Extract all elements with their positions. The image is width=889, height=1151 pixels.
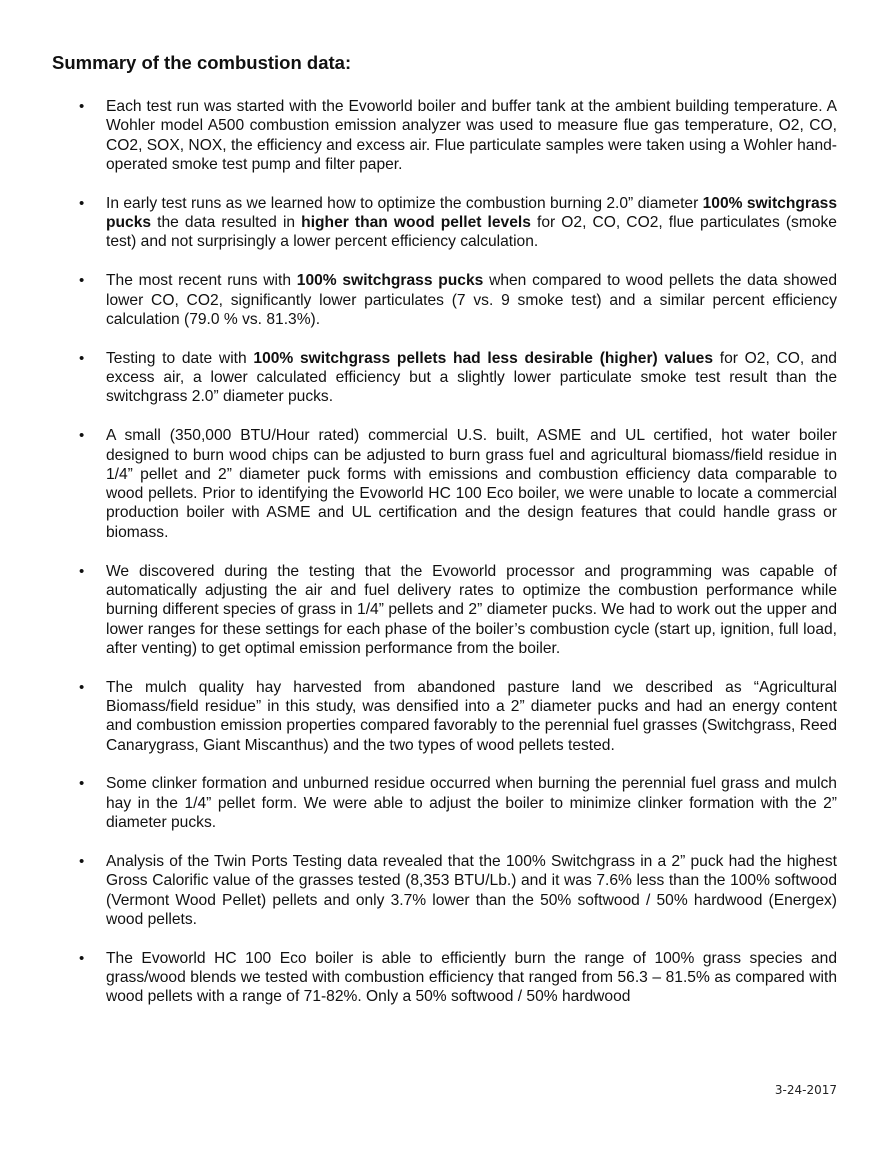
footer-date: 3-24-2017: [774, 1083, 837, 1097]
bullet-dot-icon: •: [79, 427, 85, 445]
bullet-list: [0, 97, 889, 1026]
bullet-dot-icon: •: [79, 272, 85, 290]
bullet-item: [0, 774, 837, 832]
text-run: The most recent runs with: [106, 272, 297, 290]
bullet-text: [106, 195, 837, 251]
bullet-text: [106, 563, 837, 657]
bullet-text: [106, 350, 837, 406]
bullet-item: [0, 194, 837, 252]
bullet-text: [106, 427, 837, 540]
bullet-text: [106, 679, 837, 754]
text-run: the data resulted in: [151, 214, 302, 232]
bullet-dot-icon: •: [79, 349, 85, 367]
bullet-dot-icon: •: [79, 949, 85, 967]
text-run: A small (350,000 BTU/Hour rated) commercial U.S. built, ASME and UL certified, hot water boiler designed to burn wood chips can be adjusted to burn grass fuel and agricultural biomass/field residue in 1/4” pellet and 2” diameter puck forms with emissions and combustion efficiency data comparable to wood pellets. Prior to identifying the Evoworld HC 100 Eco boiler, we were unable to locate a commercial production boiler with ASME and UL certification and the design features that could handle grass or biomass.: [106, 427, 837, 541]
text-run: for O2, CO, CO2, flue particulates (smoke test) and not surprisingly a lower percent efficiency calculation.: [106, 214, 837, 251]
bullet-item: [0, 852, 837, 929]
text-run: Some clinker formation and unburned residue occurred when burning the perennial fuel grass and mulch hay in the 1/4” pellet form. We were able to adjust the boiler to minimize clinker formation with the 2” diameter pucks.: [106, 775, 837, 832]
section-heading: Summary of the combustion data:: [52, 52, 352, 73]
bullet-text: [106, 950, 837, 1006]
bold-text-run: 100% switchgrass pucks: [296, 272, 484, 290]
text-run: for O2, CO, and excess air, a lower calculated efficiency but a slightly lower particulate smoke test result than the switchgrass 2.0” diameter pucks.: [106, 349, 837, 406]
text-run: Each test run was started with the Evoworld boiler and buffer tank at the ambient building temperature. A Wohler model A500 combustion emission analyzer was used to measure flue gas temperature, O2, CO, CO2, SOX, NOX, the efficiency and excess air. Flue particulate samples were taken using a Wohler hand-operated smoke test pump and filter paper.: [106, 98, 837, 173]
text-run: The mulch quality hay harvested from abandoned pasture land we described as “Agricultural Biomass/field residue” in this study, was densified into a 2” diameter pucks and had an energy content and combustion emission properties compared favorably to the perennial fuel grasses (Switchgrass, Reed Canarygrass, Giant Miscanthus) and the two types of wood pellets tested.: [106, 678, 837, 754]
bullet-item: [0, 349, 837, 407]
text-run: Analysis of the Twin Ports Testing data revealed that the 100% Switchgrass in a 2” puck had the highest Gross Calorific value of the grasses tested (8,353 BTU/Lb.) and it was 7.6% less than the 100% softwood (Vermont Wood Pellet) pellets and only 3.7% lower than the 50% softwood / 50% hardwood (Energex) wood pellets.: [106, 852, 837, 928]
bullet-dot-icon: •: [79, 194, 85, 212]
bullet-item: [0, 562, 837, 658]
bullet-text: [106, 272, 837, 328]
bullet-dot-icon: •: [79, 775, 85, 793]
bullet-dot-icon: •: [79, 852, 85, 870]
bullet-text: [106, 775, 837, 831]
bullet-item: [0, 271, 837, 329]
text-run: In early test runs as we learned how to optimize the combustion burning 2.0” diameter: [106, 194, 703, 212]
bullet-dot-icon: •: [79, 562, 85, 580]
text-run: when compared to wood pellets the data showed lower CO, CO2, significantly lower particulates (7 vs. 9 smoke test) and a similar percent efficiency calculation (79.0 % vs. 81.3%).: [106, 272, 837, 328]
bullet-dot-icon: •: [79, 678, 85, 696]
bullet-item: [0, 97, 837, 174]
bold-text-run: 100% switchgrass pucks: [106, 194, 837, 232]
bullet-text: [106, 98, 837, 173]
bold-text-run: higher than wood pellet levels: [301, 214, 531, 232]
text-run: The Evoworld HC 100 Eco boiler is able to efficiently burn the range of 100% grass species and grass/wood blends we tested with combustion efficiency that ranged from 56.3 – 81.5% as compared with wood pellets with a range of 71-82%. Only a 50% softwood / 50% hardwood: [106, 949, 837, 1006]
bold-text-run: 100% switchgrass pellets had less desirable (higher) values: [253, 349, 714, 367]
bullet-item: [0, 678, 837, 755]
bullet-item: [0, 426, 837, 542]
text-run: We discovered during the testing that the Evoworld processor and programming was capable of automatically adjusting the air and fuel delivery rates to optimize the combustion performance while burning different species of grass in 1/4” pellets and 2” diameter pucks. We had to work out the upper and lower ranges for these settings for each phase of the boiler’s combustion cycle (start up, ignition, full load, after venting) to get optimal emission performance from the boiler.: [106, 562, 837, 657]
bullet-text: [106, 853, 837, 928]
bullet-dot-icon: •: [79, 98, 85, 115]
text-run: Testing to date with: [106, 349, 254, 367]
bullet-item: [0, 949, 837, 1007]
